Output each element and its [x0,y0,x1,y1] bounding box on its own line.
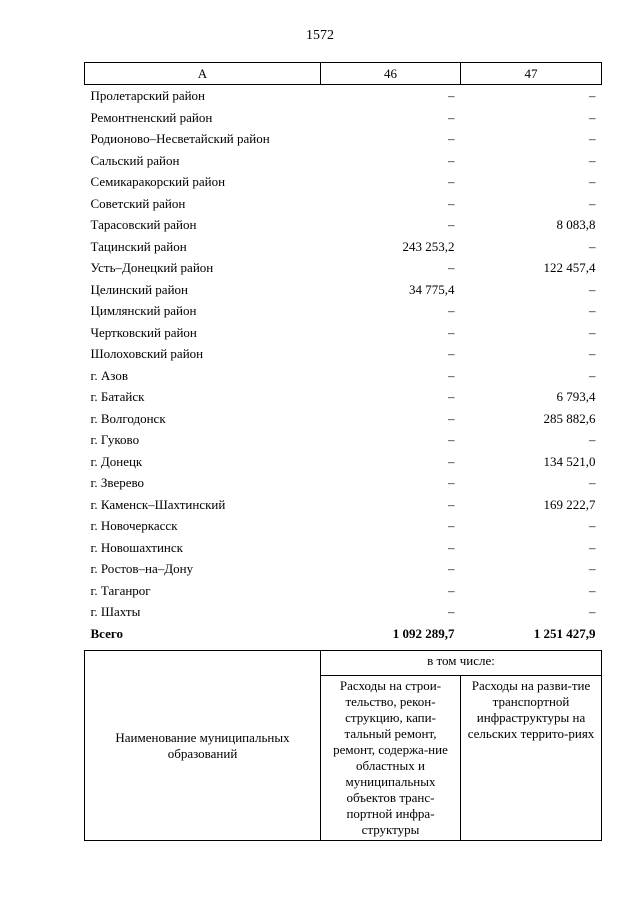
table-row [85,580,602,602]
municipality-name: г. Зверево [90,475,145,490]
table-row [85,300,602,322]
construction-expenses-header: Расходы на строи-тельство, рекон-струкцию, капи-тальный ремонт, ремонт, содержа-ние областных и муниципальных объектов транс-портной инфра-структуры [321,676,461,841]
municipality-name: г. Донецк [90,453,143,469]
municipality-name: Шолоховский район [90,346,204,361]
table-row [85,365,602,387]
value-col-46: 34 775,4 [409,281,455,297]
value-col-46: – [448,475,455,490]
column-header-46: 46 [321,63,461,85]
table-body [85,85,602,645]
value-col-47: 122 457,4 [543,260,596,275]
value-col-47: – [589,174,596,189]
municipality-name: Усть–Донецкий район [90,260,214,275]
value-col-46: – [448,152,455,168]
value-col-47: – [589,109,596,125]
value-col-47: 285 882,6 [543,410,596,426]
including-header: в том числе: [321,651,602,676]
municipality-name: Ремонтненский район [90,109,213,125]
table-row [85,171,602,193]
value-col-46: 243 253,2 [402,238,455,254]
page-number: 1572 [306,28,334,43]
municipality-name: Целинский район [90,281,188,297]
table-row [85,236,602,258]
municipality-name: Пролетарский район [90,88,206,103]
municipality-name: г. Волгодонск [90,410,166,426]
value-col-46: – [448,410,455,426]
municipality-name: г. Каменск–Шахтинский [90,496,226,512]
table-row [85,494,602,516]
municipality-name: Чертковский район [90,324,197,340]
value-col-46: – [448,539,455,555]
value-col-46: – [448,604,455,619]
value-col-47: – [589,518,596,533]
value-col-46: – [448,367,455,383]
next-table-header [84,650,602,841]
value-col-46: – [448,432,455,447]
value-col-46: – [448,88,455,103]
table-row [85,343,602,365]
municipality-name-header: Наименование муниципальных образований [85,651,321,841]
table-row [85,451,602,473]
value-col-47: – [589,346,596,361]
table-row [85,322,602,344]
column-header-a: A [85,63,321,85]
municipality-name: г. Гуково [90,432,140,447]
value-col-47: – [589,238,596,254]
value-col-47: – [589,475,596,490]
value-col-46: – [448,109,455,125]
municipality-name: Всего [90,625,123,641]
value-col-46: – [448,453,455,469]
table-row [85,257,602,279]
municipality-name: г. Таганрог [90,582,151,598]
table-row [85,107,602,129]
municipality-name: Сальский район [90,152,180,168]
table-row [85,214,602,236]
municipality-name: Семикаракорский район [90,174,226,189]
table-row [85,537,602,559]
municipality-name: г. Азов [90,367,128,383]
municipality-name: г. Батайск [90,389,145,404]
table-row [85,472,602,494]
table-row [85,279,602,301]
table-row [85,85,602,107]
table-row [85,386,602,408]
value-col-47: 169 222,7 [543,496,596,512]
table-row [85,150,602,172]
value-col-47: – [589,561,596,576]
value-col-47: – [589,88,596,103]
column-header-47: 47 [461,63,602,85]
value-col-47: – [589,131,596,146]
value-col-47: 1 251 427,9 [533,625,596,641]
municipality-name: Родионово–Несветайский район [90,131,270,146]
value-col-46: – [448,496,455,512]
table-row [85,193,602,215]
table-row [85,601,602,623]
value-col-47: – [589,281,596,297]
value-col-47: – [589,604,596,619]
municipality-name: г. Шахты [90,604,141,619]
municipality-name: г. Ростов–на–Дону [90,561,194,576]
value-col-46: – [448,324,455,340]
value-col-46: – [448,518,455,533]
value-col-47: – [589,324,596,340]
value-col-47: 6 793,4 [556,389,596,404]
value-col-46: – [448,303,455,318]
municipality-name: Советский район [90,195,186,211]
value-col-47: 8 083,8 [556,217,596,232]
municipality-name: Цимлянский район [90,303,197,318]
table-row [85,408,602,430]
value-col-46: – [448,217,455,232]
value-col-46: – [448,131,455,146]
table-row [85,128,602,150]
value-col-47: – [589,195,596,211]
rural-transport-expenses-header: Расходы на разви-тие транспортной инфраструктуры на сельских террито-риях [461,676,602,841]
value-col-46: – [448,260,455,275]
municipality-name: Тацинский район [90,238,187,254]
table-row [85,429,602,451]
value-col-46: 1 092 289,7 [392,625,455,641]
value-col-46: – [448,346,455,361]
municipality-name: Тарасовский район [90,217,197,232]
value-col-47: – [589,367,596,383]
value-col-47: – [589,432,596,447]
value-col-46: – [448,174,455,189]
value-col-47: – [589,152,596,168]
value-col-47: – [589,582,596,598]
table-row [85,515,602,537]
value-col-46: – [448,389,455,404]
value-col-46: – [448,561,455,576]
value-col-47: – [589,303,596,318]
value-col-47: 134 521,0 [543,453,596,469]
value-col-46: – [448,195,455,211]
municipality-name: г. Новочеркасск [90,518,178,533]
table-header [85,63,602,85]
value-col-46: – [448,582,455,598]
table-row [85,558,602,580]
municipality-name: г. Новошахтинск [90,539,183,555]
budget-table [84,62,602,644]
total-row [85,623,602,645]
value-col-47: – [589,539,596,555]
